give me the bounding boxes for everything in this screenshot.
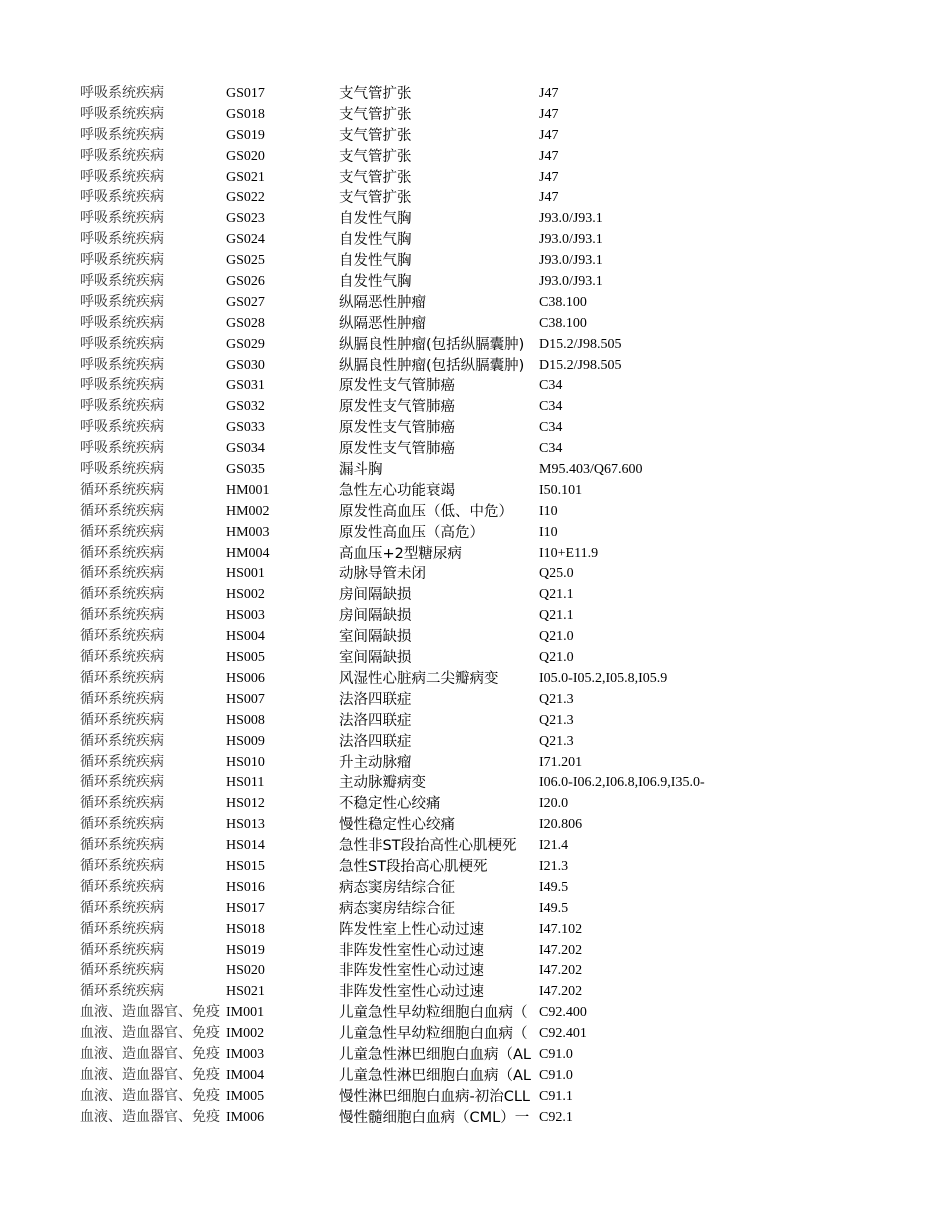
table-row [80,857,880,878]
table-row [80,982,880,1003]
category-cell: 呼吸系统疾病 [80,190,164,206]
disease-name-cell: 风湿性心脏病二尖瓣病变 [339,670,499,687]
category-cell: 循环系统疾病 [80,963,164,979]
table-row [80,878,880,899]
code-cell: HS012 [226,796,265,812]
table-row [80,439,880,460]
table-row [80,544,880,565]
icd-code-cell: M95.403/Q67.600 [539,462,643,478]
code-cell: HS017 [226,900,265,916]
category-cell: 血液、造血器官、免疫 [80,1109,220,1125]
disease-name-cell: 儿童急性淋巴细胞白血病（AL [339,1046,531,1063]
disease-name-cell: 急性ST段抬高心肌梗死 [339,858,488,875]
table-row [80,648,880,669]
category-cell: 循环系统疾病 [80,587,164,603]
code-cell: HM003 [226,524,270,540]
disease-name-cell: 法洛四联症 [339,691,412,708]
icd-code-cell: Q21.3 [539,712,574,728]
table-row [80,1003,880,1024]
code-cell: GS017 [226,86,265,101]
table-row [80,753,880,774]
disease-name-cell: 法洛四联症 [339,733,412,750]
category-cell: 循环系统疾病 [80,608,164,624]
category-cell: 呼吸系统疾病 [80,294,164,310]
table-row [80,669,880,690]
category-cell: 循环系统疾病 [80,838,164,854]
table-row [80,606,880,627]
category-cell: 循环系统疾病 [80,733,164,749]
code-cell: HS005 [226,650,265,666]
icd-code-cell: J47 [539,190,559,206]
disease-name-cell: 原发性支气管肺癌 [339,399,455,416]
disease-name-cell: 不稳定性心绞痛 [339,796,441,813]
icd-code-cell: Q21.3 [539,691,574,707]
icd-code-cell: I71.201 [539,754,583,770]
code-cell: HS004 [226,629,265,645]
category-cell: 呼吸系统疾病 [80,378,164,394]
table-row [80,481,880,502]
category-cell: 循环系统疾病 [80,712,164,728]
table-row [80,836,880,857]
disease-name-cell: 儿童急性淋巴细胞白血病（AL [339,1067,531,1084]
code-cell: GS019 [226,127,265,143]
code-cell: HS014 [226,838,265,854]
icd-code-cell: C34 [539,378,563,394]
table-row [80,356,880,377]
disease-name-cell: 动脉导管未闭 [339,566,426,583]
disease-name-cell: 升主动脉瘤 [339,754,412,771]
table-row [80,523,880,544]
icd-code-cell: Q21.0 [539,629,574,645]
icd-code-cell: I06.0-I06.2,I06.8,I06.9,I35.0- [539,775,705,791]
disease-name-cell: 阵发性室上性心动过速 [339,921,484,938]
disease-name-cell: 主动脉瓣病变 [339,775,426,792]
code-cell: GS026 [226,274,265,290]
category-cell: 循环系统疾病 [80,545,164,561]
icd-code-cell: C91.0 [539,1067,573,1083]
code-cell: IM004 [226,1067,265,1083]
code-cell: HS003 [226,608,265,624]
icd-code-cell: C92.401 [539,1026,587,1042]
icd-code-cell: J47 [539,127,559,143]
code-cell: GS031 [226,378,265,394]
icd-code-cell: I05.0-I05.2,I05.8,I05.9 [539,670,668,686]
icd-code-cell: J47 [539,106,559,122]
disease-name-cell: 纵隔恶性肿瘤 [339,315,426,332]
icd-code-cell: J47 [539,86,559,101]
category-cell: 循环系统疾病 [80,984,164,1000]
icd-code-cell: I49.5 [539,900,569,916]
code-cell: IM003 [226,1046,265,1062]
icd-code-cell: C38.100 [539,294,587,310]
icd-code-cell: J93.0/J93.1 [539,211,603,227]
table-row [80,1045,880,1066]
disease-name-cell: 支气管扩张 [339,190,412,207]
disease-name-cell: 支气管扩张 [339,106,412,123]
code-cell: GS034 [226,441,265,457]
code-cell: HS019 [226,942,265,958]
code-cell: GS027 [226,294,265,310]
table-row [80,376,880,397]
code-cell: HS018 [226,921,265,937]
code-cell: HS006 [226,670,265,686]
category-cell: 呼吸系统疾病 [80,441,164,457]
category-cell: 循环系统疾病 [80,650,164,666]
disease-name-cell: 原发性支气管肺癌 [339,378,455,395]
icd-code-cell: Q25.0 [539,566,574,582]
icd-code-cell: I20.806 [539,817,583,833]
code-cell: GS021 [226,169,265,185]
icd-code-cell: J93.0/J93.1 [539,274,603,290]
table-row [80,773,880,794]
code-cell: IM001 [226,1005,265,1021]
category-cell: 循环系统疾病 [80,942,164,958]
icd-code-cell: Q21.1 [539,587,574,603]
disease-name-cell: 病态窦房结综合征 [339,900,455,917]
disease-name-cell: 急性左心功能衰竭 [339,482,455,499]
table-row [80,961,880,982]
category-cell: 血液、造血器官、免疫 [80,1046,220,1062]
category-cell: 呼吸系统疾病 [80,315,164,331]
disease-name-cell: 非阵发性室性心动过速 [339,963,484,980]
disease-name-cell: 自发性气胸 [339,253,412,270]
disease-name-cell: 纵膈良性肿瘤(包括纵膈囊肿) [339,357,525,374]
icd-code-cell: I21.4 [539,838,569,854]
icd-code-cell: I47.202 [539,963,583,979]
category-cell: 呼吸系统疾病 [80,420,164,436]
category-cell: 呼吸系统疾病 [80,148,164,164]
table-row [80,251,880,272]
code-cell: GS024 [226,232,265,248]
table-row [80,899,880,920]
category-cell: 循环系统疾病 [80,775,164,791]
icd-code-cell: I10+E11.9 [539,545,599,561]
disease-name-cell: 原发性支气管肺癌 [339,441,455,458]
table-row [80,460,880,481]
category-cell: 循环系统疾病 [80,921,164,937]
disease-name-cell: 原发性高血压（低、中危） [339,503,513,520]
table-row [80,732,880,753]
icd-code-cell: C91.0 [539,1046,573,1062]
table-row [80,920,880,941]
icd-code-cell: Q21.3 [539,733,574,749]
disease-name-cell: 高血压+2型糖尿病 [339,545,462,562]
category-cell: 呼吸系统疾病 [80,211,164,227]
code-cell: IM005 [226,1088,265,1104]
category-cell: 血液、造血器官、免疫 [80,1026,220,1042]
disease-name-cell: 非阵发性室性心动过速 [339,942,484,959]
icd-code-cell: C92.1 [539,1109,573,1125]
disease-name-cell: 房间隔缺损 [339,608,412,625]
disease-name-cell: 慢性淋巴细胞白血病-初治CLL [339,1088,531,1105]
icd-code-cell: J93.0/J93.1 [539,232,603,248]
category-cell: 血液、造血器官、免疫 [80,1088,220,1104]
disease-name-cell: 自发性气胸 [339,274,412,291]
disease-name-cell: 非阵发性室性心动过速 [339,984,484,1001]
category-cell: 呼吸系统疾病 [80,399,164,415]
category-cell: 呼吸系统疾病 [80,462,164,478]
table-row [80,188,880,209]
icd-code-cell: I20.0 [539,796,569,812]
spreadsheet-table [80,84,880,1129]
icd-code-cell: C38.100 [539,315,587,331]
code-cell: HS009 [226,733,265,749]
icd-code-cell: C34 [539,420,563,436]
code-cell: GS028 [226,315,265,331]
table-row [80,335,880,356]
code-cell: HS008 [226,712,265,728]
category-cell: 呼吸系统疾病 [80,127,164,143]
code-cell: GS033 [226,420,265,436]
table-row [80,585,880,606]
code-cell: GS029 [226,336,265,352]
table-row [80,941,880,962]
table-row [80,1087,880,1108]
disease-name-cell: 自发性气胸 [339,211,412,228]
code-cell: GS032 [226,399,265,415]
icd-code-cell: I10 [539,524,558,540]
code-cell: HS021 [226,984,265,1000]
code-cell: HM002 [226,503,270,519]
icd-code-cell: C92.400 [539,1005,587,1021]
table-row [80,815,880,836]
category-cell: 循环系统疾病 [80,754,164,770]
category-cell: 循环系统疾病 [80,482,164,498]
code-cell: HS001 [226,566,265,582]
code-cell: HS020 [226,963,265,979]
code-cell: IM002 [226,1026,265,1042]
category-cell: 循环系统疾病 [80,796,164,812]
icd-code-cell: C34 [539,399,563,415]
category-cell: 血液、造血器官、免疫 [80,1005,220,1021]
icd-code-cell: J93.0/J93.1 [539,253,603,269]
icd-code-cell: I47.202 [539,984,583,1000]
table-row [80,564,880,585]
category-cell: 循环系统疾病 [80,691,164,707]
table-row [80,397,880,418]
icd-code-cell: C91.1 [539,1088,573,1104]
disease-name-cell: 儿童急性早幼粒细胞白血病（ [339,1026,528,1043]
table-row [80,230,880,251]
category-cell: 呼吸系统疾病 [80,169,164,185]
code-cell: HS002 [226,587,265,603]
category-cell: 循环系统疾病 [80,670,164,686]
category-cell: 呼吸系统疾病 [80,232,164,248]
table-row [80,690,880,711]
table-row [80,1024,880,1045]
disease-name-cell: 支气管扩张 [339,148,412,165]
table-row [80,209,880,230]
icd-code-cell: D15.2/J98.505 [539,357,622,373]
code-cell: HS015 [226,858,265,874]
icd-code-cell: I50.101 [539,482,583,498]
code-cell: GS023 [226,211,265,227]
disease-name-cell: 法洛四联症 [339,712,412,729]
table-row [80,126,880,147]
icd-code-cell: I49.5 [539,879,569,895]
category-cell: 循环系统疾病 [80,817,164,833]
disease-name-cell: 漏斗胸 [339,462,383,479]
code-cell: HS007 [226,691,265,707]
disease-name-cell: 室间隔缺损 [339,650,412,667]
category-cell: 循环系统疾病 [80,629,164,645]
table-row [80,272,880,293]
table-row [80,1066,880,1087]
category-cell: 循环系统疾病 [80,524,164,540]
table-row [80,794,880,815]
category-cell: 呼吸系统疾病 [80,106,164,122]
table-row [80,314,880,335]
disease-name-cell: 支气管扩张 [339,169,412,186]
icd-code-cell: Q21.1 [539,608,574,624]
disease-name-cell: 纵膈良性肿瘤(包括纵膈囊肿) [339,336,525,353]
table-row [80,293,880,314]
disease-name-cell: 室间隔缺损 [339,629,412,646]
category-cell: 呼吸系统疾病 [80,86,164,101]
disease-name-cell: 原发性高血压（高危） [339,524,484,541]
code-cell: IM006 [226,1109,265,1125]
category-cell: 循环系统疾病 [80,503,164,519]
disease-name-cell: 儿童急性早幼粒细胞白血病（ [339,1005,528,1022]
code-cell: GS020 [226,148,265,164]
disease-name-cell: 支气管扩张 [339,127,412,144]
table-row [80,168,880,189]
disease-name-cell: 病态窦房结综合征 [339,879,455,896]
code-cell: HS013 [226,817,265,833]
code-cell: HM001 [226,482,270,498]
category-cell: 呼吸系统疾病 [80,336,164,352]
category-cell: 呼吸系统疾病 [80,253,164,269]
disease-name-cell: 慢性稳定性心绞痛 [339,817,455,834]
table-row [80,84,880,105]
category-cell: 呼吸系统疾病 [80,357,164,373]
table-row [80,418,880,439]
table-row [80,1108,880,1129]
disease-name-cell: 支气管扩张 [339,86,412,102]
disease-name-cell: 房间隔缺损 [339,587,412,604]
icd-code-cell: J47 [539,148,559,164]
category-cell: 循环系统疾病 [80,879,164,895]
table-row [80,147,880,168]
icd-code-cell: Q21.0 [539,650,574,666]
category-cell: 循环系统疾病 [80,566,164,582]
disease-name-cell: 原发性支气管肺癌 [339,420,455,437]
icd-code-cell: I47.102 [539,921,583,937]
icd-code-cell: D15.2/J98.505 [539,336,622,352]
category-cell: 循环系统疾病 [80,858,164,874]
disease-name-cell: 自发性气胸 [339,232,412,249]
icd-code-cell: C34 [539,441,563,457]
code-cell: HM004 [226,545,270,561]
code-cell: GS030 [226,357,265,373]
code-cell: GS035 [226,462,265,478]
code-cell: GS022 [226,190,265,206]
table-row [80,711,880,732]
code-cell: HS011 [226,775,265,791]
code-cell: HS016 [226,879,265,895]
code-cell: GS025 [226,253,265,269]
disease-name-cell: 急性非ST段抬高性心肌梗死 [339,838,517,855]
category-cell: 呼吸系统疾病 [80,274,164,290]
table-row [80,627,880,648]
category-cell: 循环系统疾病 [80,900,164,916]
table-row [80,105,880,126]
disease-name-cell: 纵隔恶性肿瘤 [339,294,426,311]
category-cell: 血液、造血器官、免疫 [80,1067,220,1083]
icd-code-cell: I10 [539,503,558,519]
icd-code-cell: J47 [539,169,559,185]
icd-code-cell: I21.3 [539,858,569,874]
code-cell: HS010 [226,754,265,770]
disease-name-cell: 慢性髓细胞白血病（CML）一 [339,1109,530,1126]
code-cell: GS018 [226,106,265,122]
table-row [80,502,880,523]
icd-code-cell: I47.202 [539,942,583,958]
